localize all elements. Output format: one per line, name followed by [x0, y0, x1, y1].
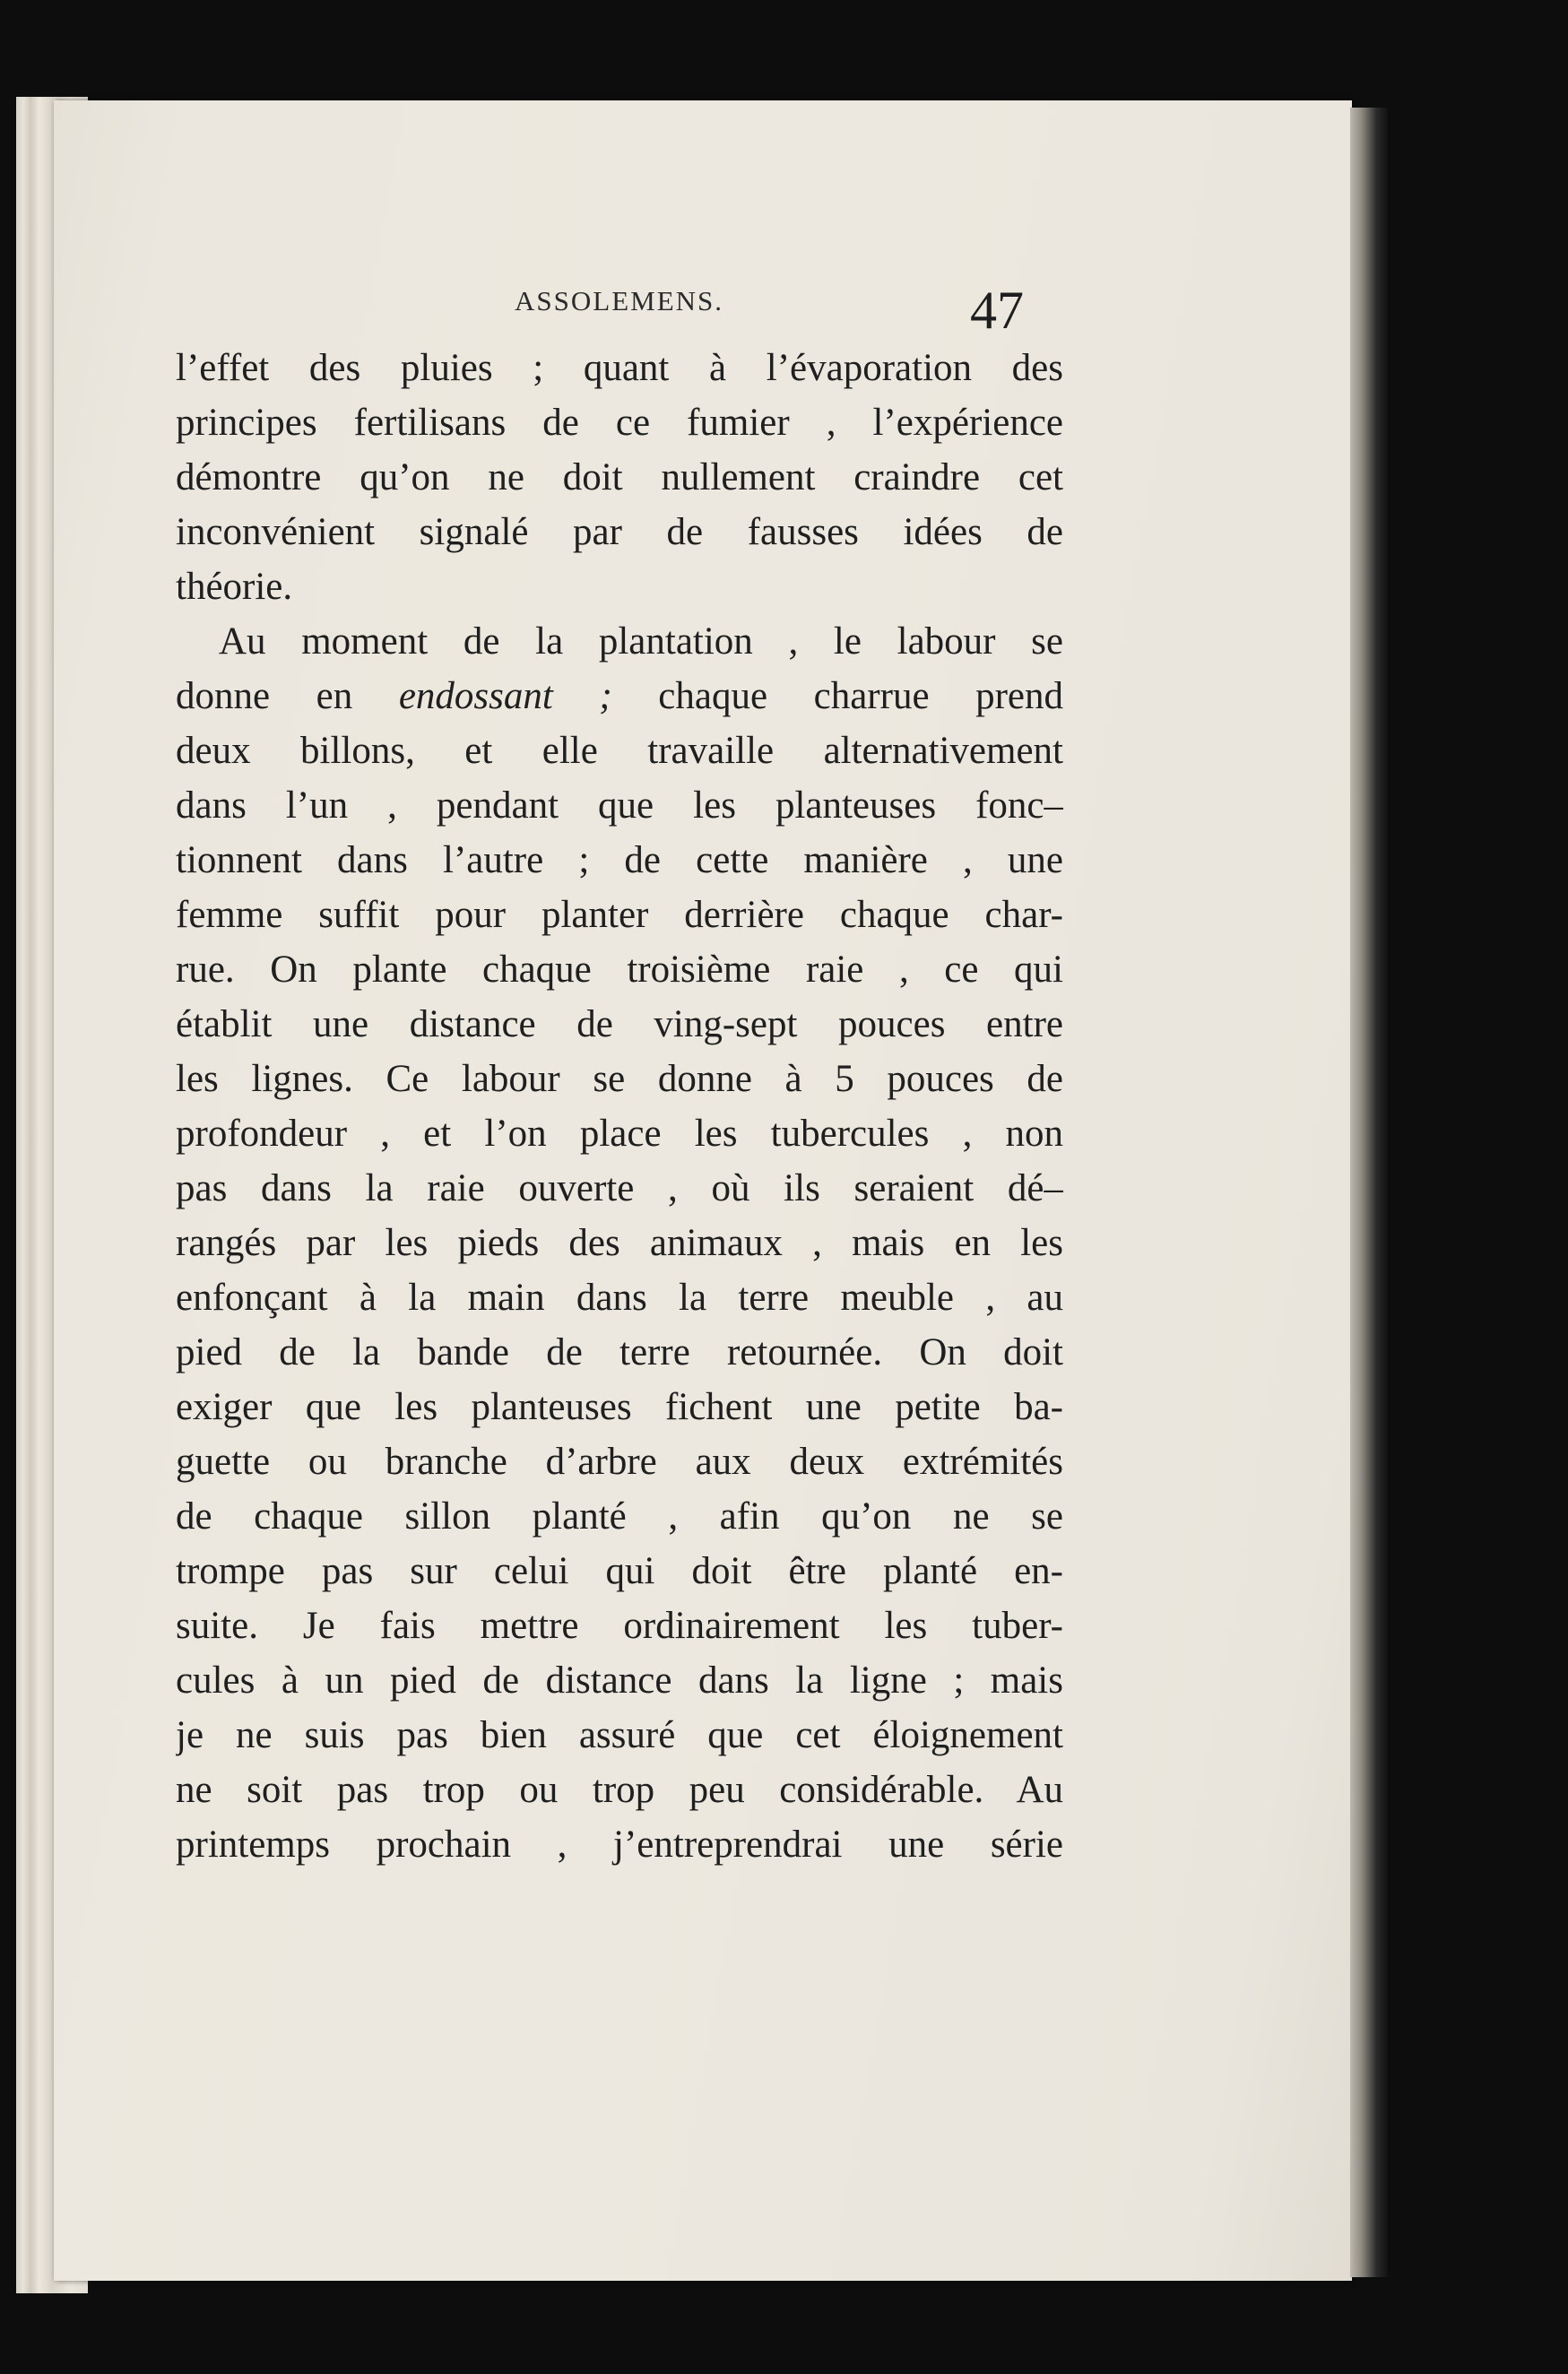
page-gutter-shadow: [1350, 108, 1388, 2277]
text-line: pied de la bande de terre retournée. On doit: [176, 1331, 1063, 1373]
text-line: Au moment de la plantation , le labour se: [219, 620, 1063, 663]
text-line: démontre qu’on ne doit nullement craindre cet: [176, 456, 1063, 498]
text-line: les lignes. Ce labour se donne à 5 pouces de: [176, 1058, 1063, 1100]
text-run: donne en: [176, 675, 399, 717]
text-line: cules à un pied de distance dans la ligne ; mais: [176, 1659, 1063, 1702]
text-line: ne soit pas trop ou trop peu considérable. Au: [176, 1769, 1063, 1811]
text-line: trompe pas sur celui qui doit être planté en-: [176, 1550, 1063, 1592]
text-line: principes fertilisans de ce fumier , l’expérience: [176, 402, 1063, 444]
text-line: femme suffit pour planter derrière chaque char-: [176, 894, 1063, 936]
text-line: tionnent dans l’autre ; de cette manière , une: [176, 839, 1063, 881]
italic-term: endossant ;: [398, 675, 612, 717]
text-line: dans l’un , pendant que les planteuses fonc–: [176, 784, 1063, 827]
text-line: profondeur , et l’on place les tubercules , non: [176, 1113, 1063, 1155]
text-line: rangés par les pieds des animaux , mais en les: [176, 1222, 1063, 1264]
text-run: chaque charrue prend: [611, 675, 1063, 717]
text-line: [176, 669, 1063, 723]
text-line: printemps prochain , j’entreprendrai une série: [176, 1824, 1063, 1866]
text-line: deux billons, et elle travaille alternativement: [176, 730, 1063, 772]
text-line: guette ou branche d’arbre aux deux extrémités: [176, 1441, 1063, 1483]
text-line: suite. Je fais mettre ordinairement les tuber-: [176, 1605, 1063, 1647]
text-line: enfonçant à la main dans la terre meuble , au: [176, 1277, 1063, 1319]
text-line: pas dans la raie ouverte , où ils seraient dé–: [176, 1167, 1063, 1209]
running-header: ASSOLEMENS.: [515, 285, 724, 316]
text-line: l’effet des pluies ; quant à l’évaporation des: [176, 347, 1063, 389]
body-text: [176, 341, 1063, 1872]
text-line: théorie.: [176, 566, 293, 608]
text-line: je ne suis pas bien assuré que cet éloignement: [176, 1714, 1063, 1756]
text-line: établit une distance de ving-sept pouces entre: [176, 1003, 1063, 1045]
page-number: 47: [970, 281, 1024, 340]
text-line: de chaque sillon planté , afin qu’on ne se: [176, 1495, 1063, 1538]
text-line: exiger que les planteuses fichent une petite ba-: [176, 1386, 1063, 1428]
text-line: inconvénient signalé par de fausses idées de: [176, 511, 1063, 553]
text-line: rue. On plante chaque troisième raie , ce qui: [176, 949, 1063, 991]
